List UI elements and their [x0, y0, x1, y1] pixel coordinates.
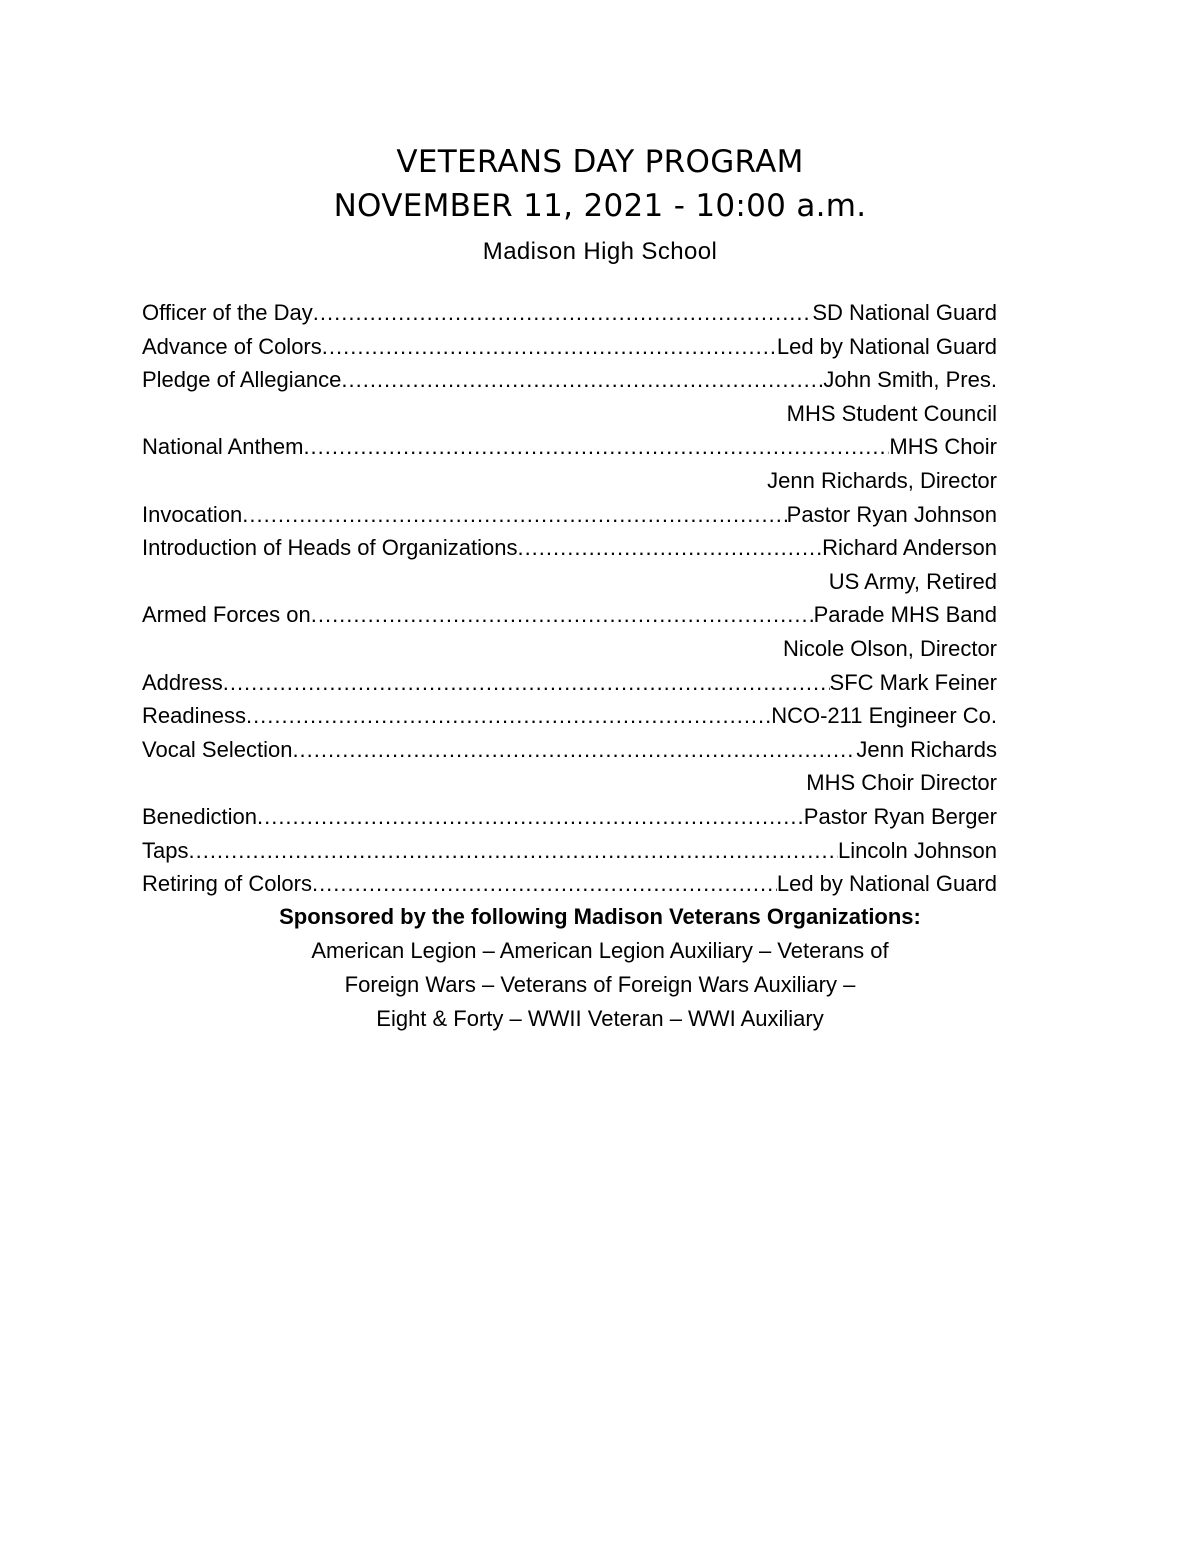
program-item: [142, 867, 997, 901]
dot-leader: [312, 867, 777, 901]
program-item-detail: US Army, Retired: [828, 568, 997, 594]
program-item-value: SFC Mark Feiner: [829, 669, 997, 695]
program-title: VETERANS DAY PROGRAM: [396, 144, 804, 180]
program-item-value: Parade MHS Band: [813, 602, 997, 628]
program-item: [142, 531, 997, 565]
sponsors-heading: Sponsored by the following Madison Veterans Organizations:: [279, 904, 921, 929]
program-item-label: Address: [142, 669, 223, 695]
program-item-value: John Smith, Pres.: [823, 367, 997, 393]
program-header: [0, 140, 1200, 274]
program-item-label: Armed Forces on: [142, 602, 311, 628]
dot-leader: [292, 733, 856, 767]
sponsors-line: Eight & Forty – WWII Veteran – WWI Auxiliary: [376, 1006, 824, 1031]
program-item-label: Vocal Selection: [142, 736, 293, 762]
program-item-label: Advance of Colors: [142, 333, 322, 359]
program-item: [142, 733, 997, 767]
program-item-label: Retiring of Colors: [142, 871, 312, 897]
program-item-label: Pledge of Allegiance: [142, 367, 342, 393]
program-item-detail: MHS Student Council: [786, 400, 997, 426]
sponsors-section: [0, 900, 1200, 1036]
dot-leader: [517, 531, 822, 565]
program-item-label: Introduction of Heads of Organizations: [142, 535, 518, 561]
program-item: [142, 598, 997, 632]
dot-leader: [223, 666, 830, 700]
program-item-value: NCO-211 Engineer Co.: [771, 703, 997, 729]
dot-leader: [322, 330, 777, 364]
program-item: [142, 363, 997, 397]
program-item: [142, 699, 997, 733]
dot-leader: [188, 834, 838, 868]
program-item: [142, 330, 997, 364]
dot-leader: [246, 699, 771, 733]
program-item: [142, 430, 997, 464]
dot-leader: [303, 430, 889, 464]
dot-leader: [341, 363, 823, 397]
program-item-detail: MHS Choir Director: [806, 770, 997, 796]
sponsors-line: Foreign Wars – Veterans of Foreign Wars Auxiliary –: [344, 972, 856, 997]
program-item-label: Officer of the Day: [142, 300, 313, 325]
program-item: [142, 800, 997, 834]
program-item-value: MHS Choir: [889, 434, 997, 460]
program-item-value: Lincoln Johnson: [837, 837, 997, 863]
program-item-value: Richard Anderson: [822, 535, 997, 561]
program-item-detail: Nicole Olson, Director: [783, 635, 997, 661]
event-date-time: NOVEMBER 11, 2021 - 10:00 a.m.: [333, 188, 867, 224]
program-item-value: Pastor Ryan Johnson: [786, 501, 997, 527]
program-item-label: Invocation: [142, 501, 243, 527]
dot-leader: [242, 498, 786, 532]
program-item-value: Led by National Guard: [776, 333, 997, 359]
dot-leader: [311, 598, 814, 632]
program-item-label: Benediction: [142, 803, 257, 829]
program-item: [142, 498, 997, 532]
program-item-value: Pastor Ryan Berger: [803, 803, 997, 829]
program-item-label: Readiness: [142, 703, 246, 729]
event-venue: Madison High School: [482, 238, 718, 265]
program-item: [142, 834, 997, 868]
program-item: [142, 666, 997, 700]
sponsors-line: American Legion – American Legion Auxiliary – Veterans of: [311, 938, 889, 963]
program-item-label: Taps: [142, 837, 189, 863]
dot-leader: [257, 800, 804, 834]
program-item-label: National Anthem: [142, 434, 304, 460]
program-item-value: SD National Guard: [812, 300, 997, 325]
program-list: [142, 296, 997, 901]
program-item: [142, 296, 997, 330]
program-item-value: Jenn Richards: [856, 736, 997, 762]
program-item-value: Led by National Guard: [776, 871, 997, 897]
dot-leader: [313, 296, 813, 330]
program-item-detail: Jenn Richards, Director: [767, 467, 997, 493]
